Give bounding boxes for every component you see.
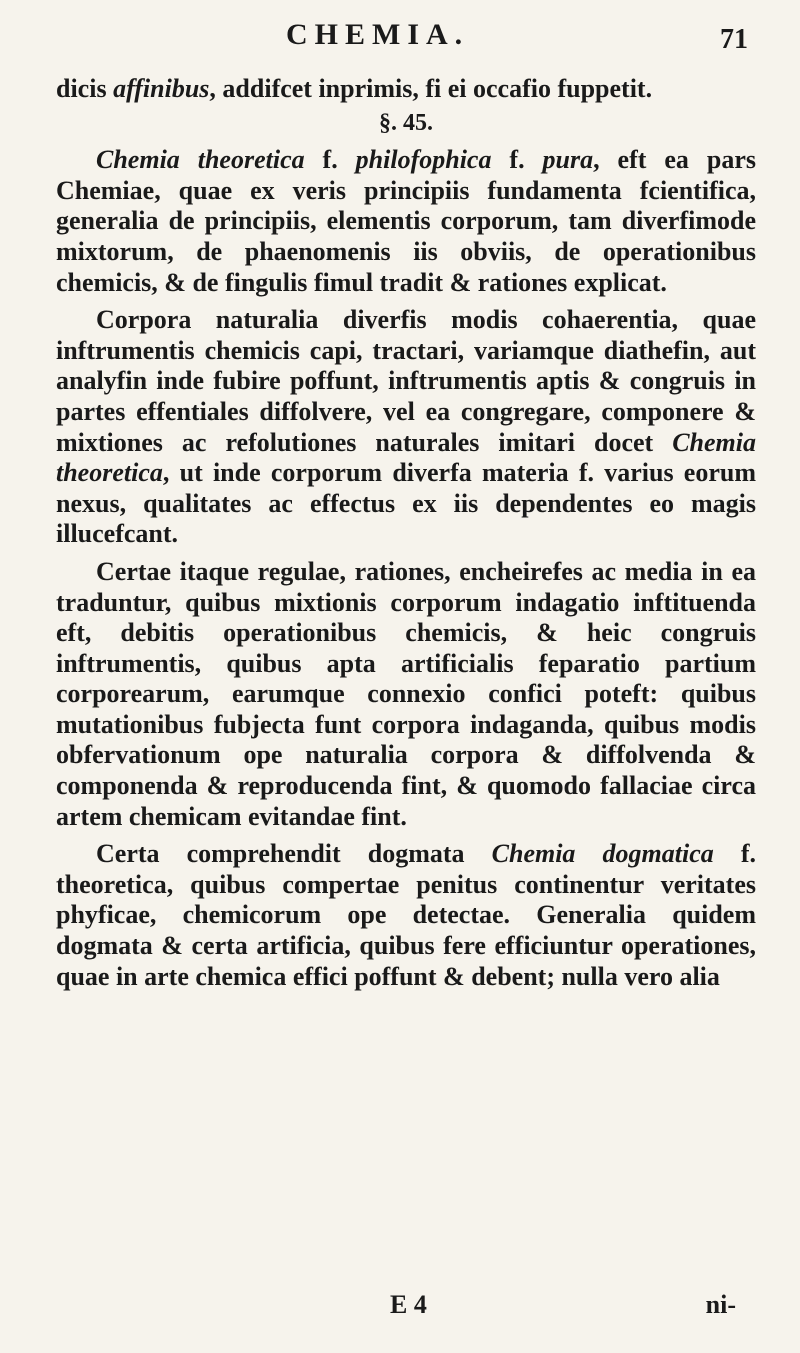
section-heading: §. 45. [379,109,433,136]
text-run: Corpora naturalia diverfis modis cohaerentia, quae inftrumentis chemicis capi, tractari, variamque diathefin, aut analyfin inde fubire poffunt, inftrumentis aptis & congruis in partes effentiales diffolvere, vel ea congregare, componere & mixtiones ac refolutiones naturales imitari docet [56,305,756,457]
text-run: , addifcet inprimis, fi ei occafio fuppetit. [209,74,653,103]
paragraph-3: Certae itaque regulae, rationes, encheirefes ac media in ea traduntur, quibus mixtionis corporum indagatio inftituenda eft, debitis operationibus chemicis, & heic congruis inftrumentis, quibus apta artificialis feparatio partium corporearum, earumque connexio confici poteft: quibus mutationibus fubjecta funt corpora indaganda, quibus modis obfervationum ope naturalia corpora & diffolvenda & componenda & reproducenda fint, & quomodo fallaciae circa artem chemicam evitandae fint. [56,556,756,831]
footer [56,1290,756,1326]
signature-mark: E 4 [390,1290,427,1319]
text-run: Certa comprehendit dogmata [96,839,492,869]
page-number: 71 [720,24,748,55]
italic-term: philofophica [355,145,492,175]
text-run: f. [304,145,356,175]
italic-term: pura [542,145,594,175]
catchword: ni- [705,1290,736,1319]
text-run: f. [491,145,543,175]
italic-term: affinibus [113,74,210,103]
paragraph-4 [56,839,756,992]
paragraph-1 [56,145,756,298]
paragraph-2 [56,305,756,550]
italic-term: Chemia theoretica [56,427,756,488]
italic-term: Chemia theoretica [96,145,305,175]
body-text [56,74,756,992]
running-title: CHEMIA. [286,18,470,51]
text-run: , eft ea pars Chemiae, quae ex veris principiis fundamenta fcientifica, generalia de principiis, elementis corporum, tam diverfimode mixtorum, de phaenomenis iis obviis, de operationibus chemicis, & de fingulis fimul tradit & rationes explicat. [56,145,756,297]
italic-term: Chemia dogmatica [491,839,714,869]
running-head [56,10,756,60]
text-run: , ut inde corporum diverfa materia f. varius eorum nexus, qualitates ac effectus ex iis dependentes eo magis illucefcant. [56,458,756,549]
text-run: f. theoretica, quibus compertae penitus continentur veritates phyficae, chemicorum ope detectae. Generalia quidem dogmata & certa artificia, quibus fere efficiuntur operationes, quae in arte chemica effici poffunt & debent; nulla vero alia [56,839,756,991]
paragraph-continuation: dicis affinibus, addifcet inprimis, fi ei occafio fuppetit. [56,74,653,103]
